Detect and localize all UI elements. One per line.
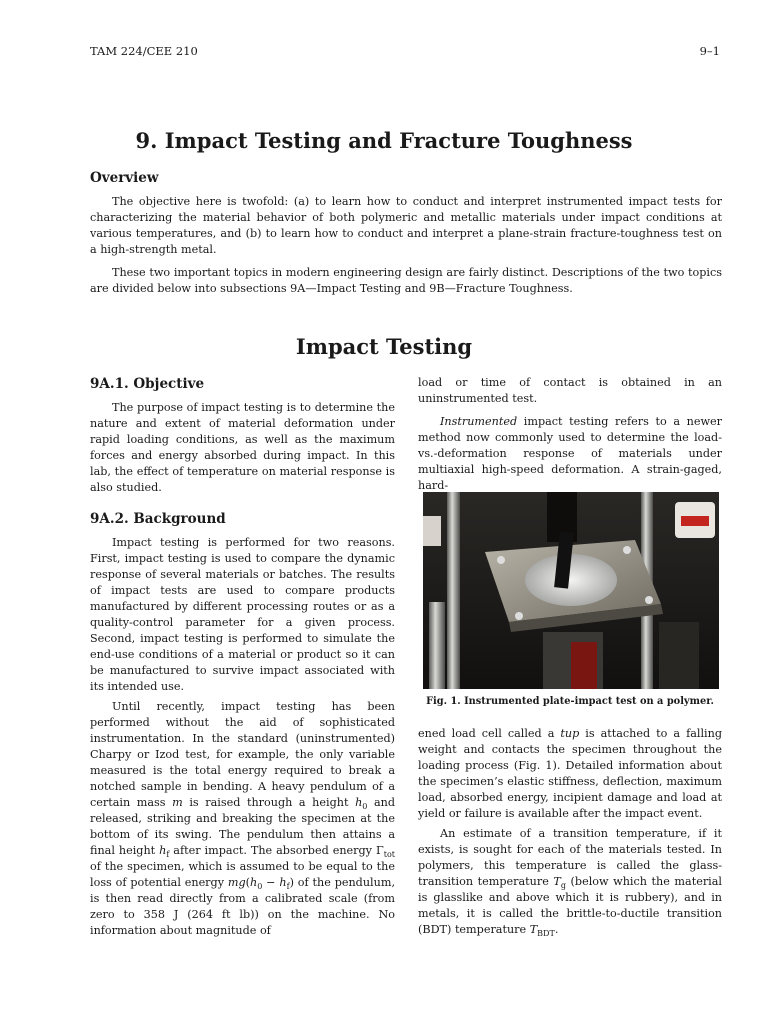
text-run: is attached to a falling weight and contacts the specimen throughout the loading process (Fig. 1). Detailed information about the specimen’s elastic stiffness, deflection, maximum load, absorbed energy, incipient damage and load at yield or failure is available after the impact event.	[418, 727, 722, 820]
background-heading: 9A.2. Background	[90, 511, 226, 527]
right-paragraph-2	[418, 414, 722, 494]
chapter-title: 9. Impact Testing and Fracture Toughness	[135, 128, 633, 153]
text-run: .	[554, 923, 559, 936]
objective-heading: 9A.1. Objective	[90, 376, 205, 392]
text-run: (below which the material is glasslike and above which it is rubbery), and in metals, it is called the brittle-to-ductile transition (BDT) temperature	[418, 875, 722, 936]
math-hf: h	[159, 844, 167, 857]
text-run: impact testing refers to a newer method now commonly used to determine the load-vs.-deformation response of materials under multiaxial high-speed deformation. A strain-gaged, hard-	[418, 415, 722, 492]
text-run: after impact. The absorbed energy	[169, 844, 376, 857]
text-run: Until recently, impact testing has been performed without the aid of sophisticated instrumentation. In the standard (uninstrumented) Charpy or Izod test, for example, the only variable measured is the total energy required to break a notched sample in bending. A heavy pendulum of a certain mass	[90, 700, 395, 809]
math-sub: 0	[257, 882, 263, 892]
text-run: An estimate of a transition temperature, if it exists, is sought for each of the materials tested. In polymers, this temperature is called the glass-transition temperature	[418, 827, 722, 888]
emphasis-tup: tup	[560, 727, 580, 740]
text-run: of the pendulum, is then read directly from a calibrated scale (from zero to 358 J (264 ft lb)) on the machine. No information about magnitude of	[90, 876, 395, 937]
section-title: Impact Testing	[295, 334, 473, 359]
text-run: of the specimen, which is assumed to be equal to the loss of potential energy	[90, 860, 395, 889]
right-paragraph-3	[418, 726, 722, 822]
math-minus: −	[262, 876, 280, 889]
right-paragraph-1: load or time of contact is obtained in an uninstrumented test.	[418, 376, 722, 405]
running-header	[90, 44, 720, 58]
math-gamma: Γ	[375, 844, 384, 857]
math-sub: f	[286, 882, 290, 892]
text-run: and released, striking and breaking the specimen at the bottom of its swing. The pendulum then attains a final height	[90, 796, 396, 857]
math-sub: f	[166, 850, 170, 860]
math-sub: BDT	[537, 929, 555, 939]
math-sub: 0	[362, 802, 368, 812]
math-tg: T	[553, 875, 561, 888]
right-paragraph-4	[418, 826, 722, 938]
impact-test-apparatus-photo	[423, 492, 719, 689]
math-tbdt: T	[529, 923, 538, 936]
math-sub: tot	[383, 850, 395, 860]
emphasis-instrumented: Instrumented	[440, 415, 518, 428]
text-run: is raised through a height	[182, 796, 356, 809]
overview-heading: Overview	[90, 170, 159, 186]
header-page-number: 9–1	[699, 44, 720, 58]
background-paragraph-1: Impact testing is performed for two reasons. First, impact testing is used to compare the dynamic response of several materials or batches. The results of impact tests are used to compare products manufactured by different processing routes or as a quality-control parameter for a given process. Second, impact testing is performed to simulate the end-use conditions of a material or product so it can be manufactured to survive impact associated with its intended use.	[90, 536, 395, 693]
objective-paragraph: The purpose of impact testing is to determine the nature and extent of material deformation under rapid loading conditions, as well as the maximum forces and energy absorbed during impact. In this lab, the effect of temperature on material response is also studied.	[90, 401, 395, 494]
math-hf: h	[279, 876, 287, 889]
math-mg: mg	[227, 876, 246, 889]
text-run: ened load cell called a	[418, 727, 561, 740]
figure-caption: Fig. 1. Instrumented plate-impact test on a polymer.	[426, 696, 714, 707]
overview-paragraph-2: These two important topics in modern engineering design are fairly distinct. Descriptions of the two topics are divided below into subsections 9A—Impact Testing and 9B—Fracture Toughness.	[90, 266, 722, 295]
math-h0: h	[355, 796, 363, 809]
math-h0: h	[250, 876, 258, 889]
header-course: TAM 224/CEE 210	[90, 44, 198, 58]
overview-paragraph-1: The objective here is twofold: (a) to learn how to conduct and interpret instrumented impact tests for characterizing the material behavior of both polymeric and metallic materials under impact conditions at various temperatures, and (b) to learn how to conduct and interpret a plane-strain fracture-toughness test on a high-strength metal.	[90, 195, 722, 256]
math-paren: )	[289, 876, 294, 889]
figure-photo	[423, 492, 719, 689]
math-sub: g	[560, 881, 566, 891]
math-paren: (	[245, 876, 251, 889]
background-paragraph-2	[90, 699, 395, 939]
math-mass: m	[172, 796, 183, 809]
